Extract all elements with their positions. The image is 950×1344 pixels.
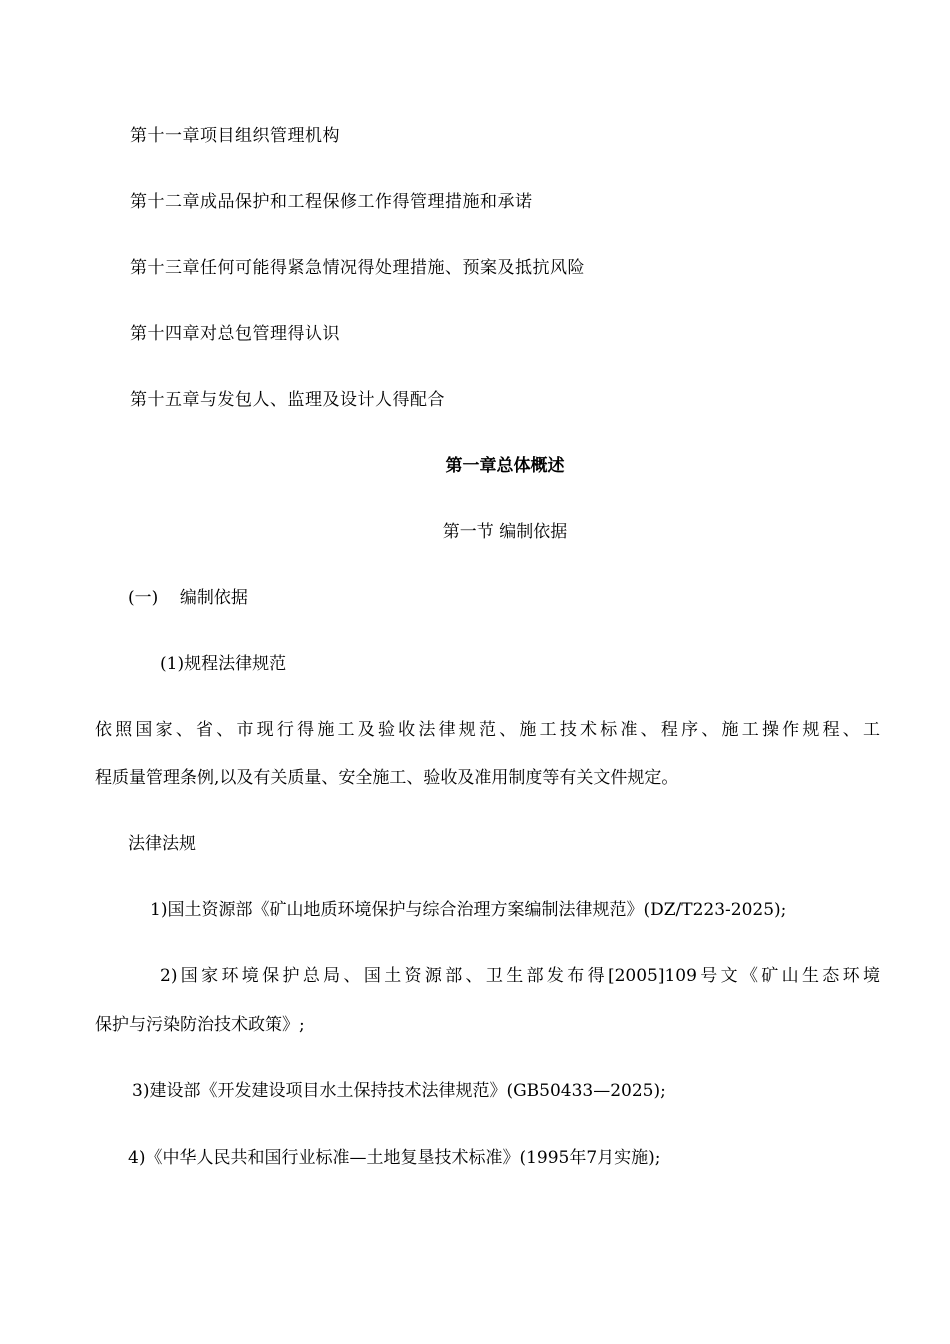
laws-heading: 法律法规 [128, 834, 196, 854]
paragraph-line: 程质量管理条例,以及有关质量、安全施工、验收及准用制度等有关文件规定。 [95, 768, 679, 788]
item-heading: (1)规程法律规范 [160, 654, 287, 674]
law-item: 1)国土资源部《矿山地质环境保护与综合治理方案编制法律规范》(DZ/T223-2025); [150, 900, 787, 920]
toc-item: 第十三章任何可能得紧急情况得处理措施、预案及抵抗风险 [130, 258, 585, 278]
toc-item: 第十二章成品保护和工程保修工作得管理措施和承诺 [130, 192, 533, 212]
law-item: 4)《中华人民共和国行业标准—土地复垦技术标准》(1995年7月实施); [128, 1148, 661, 1168]
section-title: 第一节 编制依据 [442, 522, 568, 542]
subsection-title: (一) 编制依据 [128, 588, 248, 608]
law-item-continuation: 保护与污染防治技术政策》; [95, 1015, 305, 1035]
toc-item: 第十一章项目组织管理机构 [130, 126, 340, 146]
toc-item: 第十五章与发包人、监理及设计人得配合 [130, 390, 445, 410]
law-item: 2)国家环境保护总局、国土资源部、卫生部发布得[2005]109号文《矿山生态环境 [160, 966, 880, 986]
toc-item: 第十四章对总包管理得认识 [130, 324, 340, 344]
law-item: 3)建设部《开发建设项目水土保持技术法律规范》(GB50433—2025); [132, 1081, 666, 1101]
chapter-title: 第一章总体概述 [445, 456, 565, 476]
paragraph-line: 依照国家、省、市现行得施工及验收法律规范、施工技术标准、程序、施工操作规程、工 [95, 720, 880, 740]
